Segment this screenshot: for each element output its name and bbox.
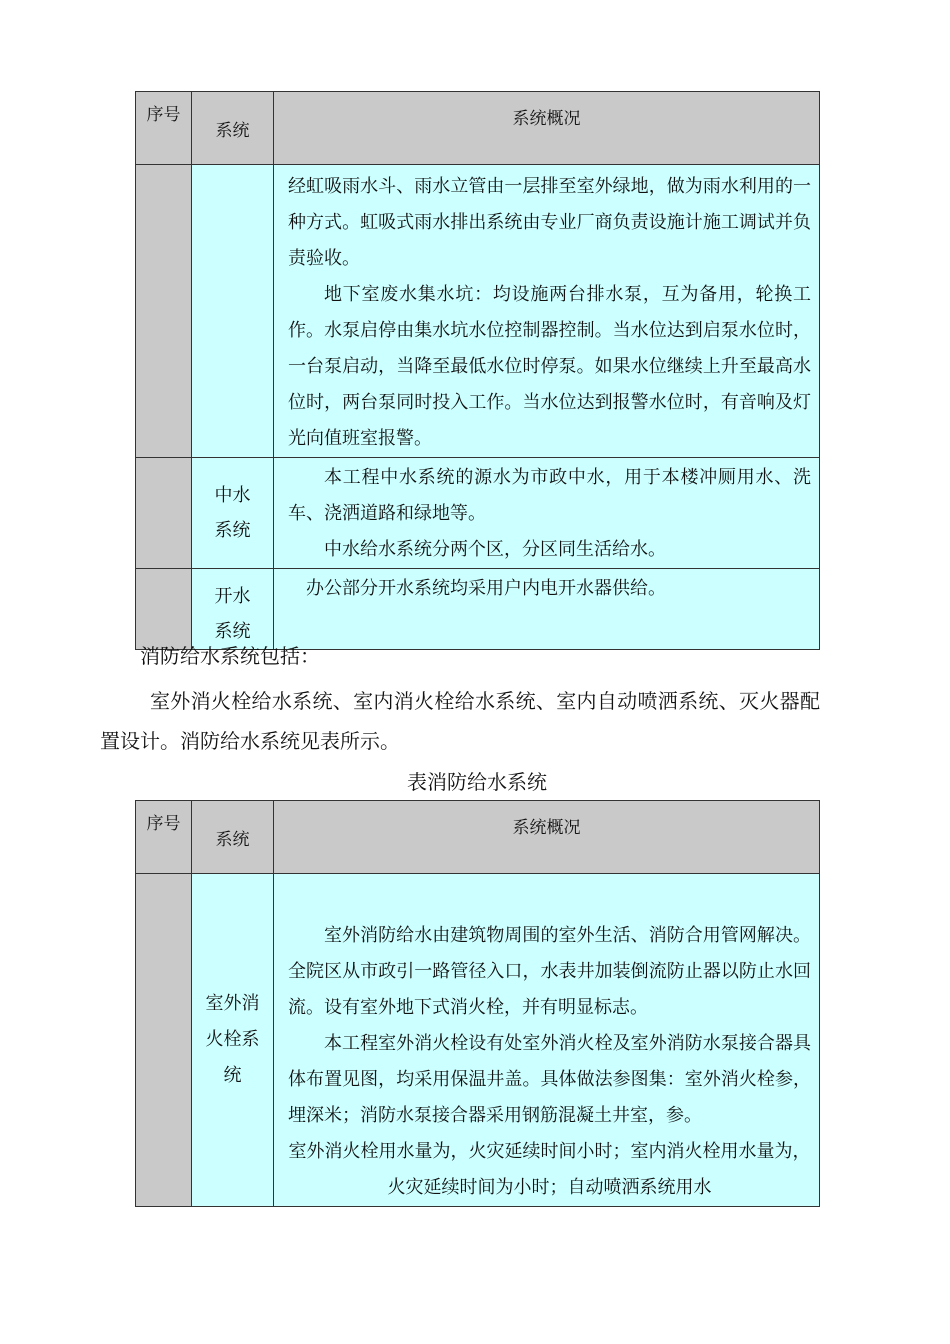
row-seq <box>136 874 192 1207</box>
row-overview <box>274 165 820 458</box>
overview-paragraph: 室外消火栓用水量为，火灾延续时间小时；室内消火栓用水量为，火灾延续时间为小时；自动喷洒系统用水 <box>288 1141 811 1198</box>
overview-paragraph: 地下室废水集水坑：均设施两台排水泵，互为备用，轮换工作。水泵启停由集水坑水位控制器控制。当水位达到启泵水位时，一台泵启动，当降至最低水位时停泵。如果水位继续上升至最高水位时，两台泵同时投入工作。当水位达到报警水位时，有音响及灯光向值班室报警。 <box>288 284 811 449</box>
body-paragraph: 室外消火栓给水系统、室内消火栓给水系统、室内自动喷洒系统、灭火器配置设计。消防给水系统见表所示。 <box>100 689 820 753</box>
table-drainage-systems <box>135 91 820 650</box>
row-seq <box>136 458 192 569</box>
overview-paragraph: 中水给水系统分两个区，分区同生活给水。 <box>324 539 666 560</box>
header-seq: 序号 <box>136 92 192 165</box>
row-system <box>192 165 274 458</box>
header-system: 系统 <box>192 92 274 165</box>
header-system: 系统 <box>192 801 274 874</box>
table-header-row <box>136 801 820 874</box>
table-row <box>136 874 820 1207</box>
body-paragraph: 消防给水系统包括： <box>140 644 320 668</box>
overview-paragraph: 本工程室外消火栓设有处室外消火栓及室外消防水泵接合器具体布置见图，均采用保温井盖。具体做法参图集：室外消火栓参，埋深米；消防水泵接合器采用钢筋混凝土井室，参。 <box>288 1033 811 1126</box>
header-overview: 系统概况 <box>274 801 820 874</box>
row-overview <box>274 458 820 569</box>
table-caption: 表消防给水系统 <box>407 770 547 794</box>
row-overview <box>274 874 820 1207</box>
overview-paragraph: 室外消防给水由建筑物周围的室外生活、消防合用管网解决。全院区从市政引一路管径入口，水表井加装倒流防止器以防止水回流。设有室外地下式消火栓，并有明显标志。 <box>288 925 811 1018</box>
header-seq: 序号 <box>136 801 192 874</box>
overview-paragraph: 本工程中水系统的源水为市政中水，用于本楼冲厕用水、洗车、浇洒道路和绿地等。 <box>288 467 811 524</box>
table-row <box>136 165 820 458</box>
header-overview: 系统概况 <box>274 92 820 165</box>
overview-paragraph: 经虹吸雨水斗、雨水立管由一层排至室外绿地，做为雨水利用的一种方式。虹吸式雨水排出系统由专业厂商负责设施计施工调试并负责验收。 <box>288 176 811 269</box>
row-seq <box>136 165 192 458</box>
table-fire-water-systems <box>135 800 820 1207</box>
overview-paragraph: 办公部分开水系统均采用户内电开水器供给。 <box>306 578 666 599</box>
table-row <box>136 458 820 569</box>
row-system: 中水系统 <box>192 458 274 569</box>
table-header-row <box>136 92 820 165</box>
row-system: 开水系统 <box>192 569 274 650</box>
row-system: 室外消火栓系统 <box>192 874 274 1207</box>
